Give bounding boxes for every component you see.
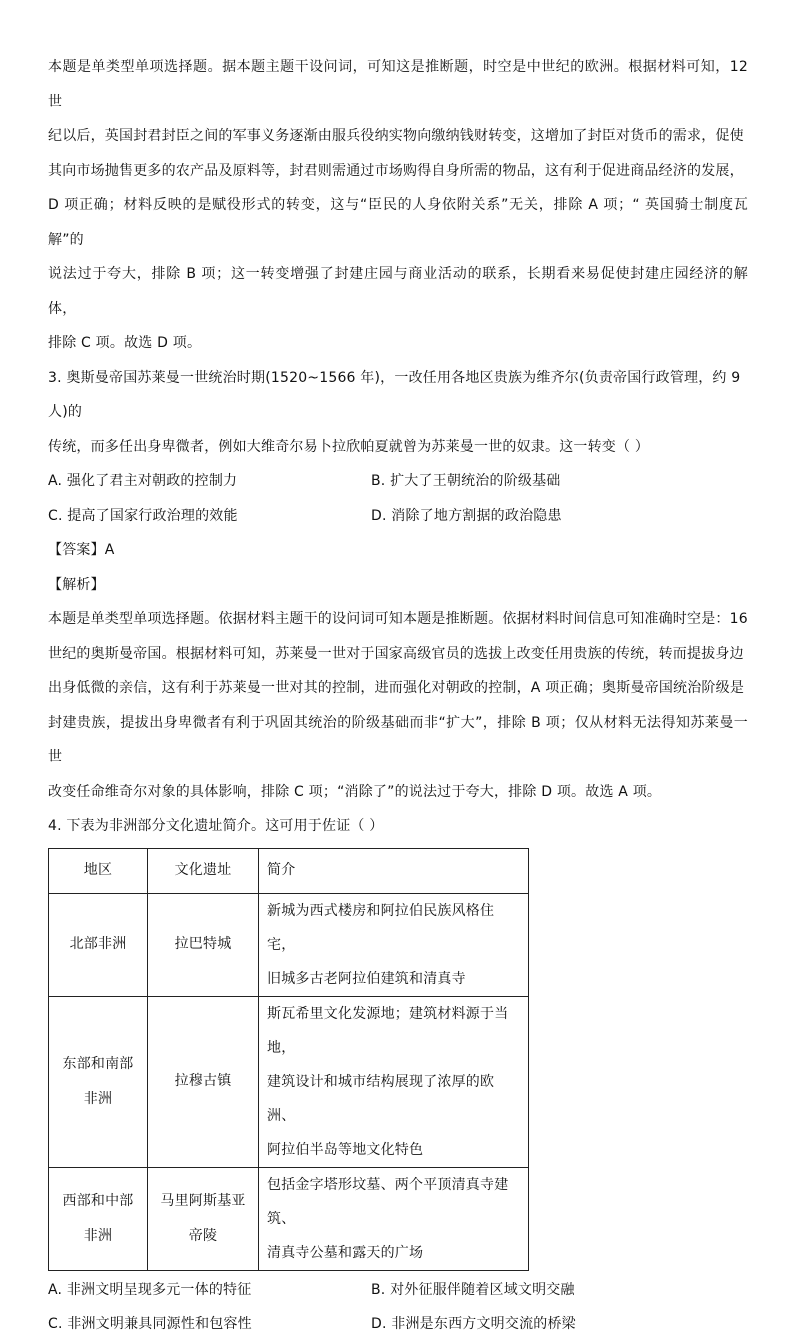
intro-text: 旧城多古老阿拉伯建筑和清真寺 [267,970,466,987]
options-row [48,464,748,499]
table-row [49,893,529,996]
option-d: D. 非洲是东西方文明交流的桥梁 [371,1316,576,1332]
analysis-line: 本题是单类型单项选择题。据本题主题干设问词，可知这是推断题，时空是中世纪的欧洲。根据材料可知，12 世 [48,59,748,110]
options-row [48,499,748,534]
region-cell [49,996,148,1167]
analysis-label: 【解析】 [48,576,105,593]
option-c: C. 非洲文明兼具同源性和包容性 [48,1316,252,1332]
intro-text: 新城为西式楼房和阿拉伯民族风格住宅， [267,902,495,953]
region-cell [49,1167,148,1270]
site-text: 马里阿斯基亚 [160,1193,246,1209]
intro-text: 包括金字塔形坟墓、两个平顶清真寺建筑、 [267,1176,509,1227]
site-text: 拉穆古镇 [174,1073,232,1090]
analysis-line: 说法过于夸大，排除 B 项；这一转变增强了封建庄园与商业活动的联系，长期看来易促使封建庄园经济的解体， [48,266,748,317]
question-3 [48,361,748,810]
intro-cell [259,893,529,996]
option-c: C. 提高了国家行政治理的效能 [48,507,238,524]
analysis-line: 出身低微的亲信，这有利于苏莱曼一世对其的控制，进而强化对朝政的控制，A 项正确；奥斯曼帝国统治阶级是 [48,680,745,696]
option-b: B. 扩大了王朝统治的阶级基础 [371,473,561,489]
table-row [49,996,529,1167]
intro-cell [259,1167,529,1270]
answer-label: 【答案】A [48,542,115,558]
document-page [48,50,748,1342]
analysis-line: 纪以后，英国封君封臣之间的军事义务逐渐由服兵役纳实物向缴纳钱财转变，这增加了封臣对货币的需求，促使 [48,128,744,144]
options-row [48,1273,748,1308]
site-text: 帝陵 [188,1227,218,1244]
question-4 [48,809,748,1342]
option-a: A. 强化了君主对朝政的控制力 [48,473,238,489]
q2-analysis [48,50,748,361]
option-d: D. 消除了地方割据的政治隐患 [371,507,562,524]
region-text: 东部和南部 [62,1056,134,1072]
intro-text: 建筑设计和城市结构展现了浓厚的欧洲、 [267,1073,495,1124]
table-row [49,1167,529,1270]
intro-cell [259,996,529,1167]
heritage-table [48,848,529,1271]
analysis-line: 其向市场抛售更多的农产品及原料等，封君则需通过市场购得自身所需的物品，这有利于促进商品经济的发展， [48,162,744,179]
region-text: 非洲 [83,1090,113,1107]
site-cell [148,1167,259,1270]
table-header-row [49,848,529,893]
analysis-line: 本题是单类型单项选择题。依据材料主题干的设问词可知本题是推断题。依据材料时间信息可知准确时空是：16 [48,611,748,627]
question-stem-line: 3. 奥斯曼帝国苏莱曼一世统治时期(1520~1566 年)，一改任用各地区贵族为维齐尔(负责帝国行政管理，约 9 人)的 [48,369,741,420]
question-stem: 4. 下表为非洲部分文化遗址简介。这可用于佐证（ ） [48,818,384,834]
column-header-region: 地区 [49,848,148,893]
analysis-line: 世纪的奥斯曼帝国。根据材料可知，苏莱曼一世对于国家高级官员的选拔上改变任用贵族的传统，转而提拔身边 [48,645,744,662]
analysis-line: 封建贵族，提拔出身卑微者有利于巩固其统治的阶级基础而非“扩大”，排除 B 项；仅从材料无法得知苏莱曼一世 [48,714,748,765]
region-text: 西部和中部 [62,1193,134,1209]
intro-text: 斯瓦希里文化发源地；建筑材料源于当地， [267,1005,509,1056]
analysis-line: 排除 C 项。故选 D 项。 [48,335,202,351]
column-header-intro: 简介 [259,848,529,893]
option-a: A. 非洲文明呈现多元一体的特征 [48,1281,252,1298]
site-cell [148,996,259,1167]
analysis-line: D 项正确；材料反映的是赋役形式的转变，这与“臣民的人身依附关系”无关，排除 A 项；“ 英国骑士制度瓦解”的 [48,197,748,248]
region-text: 非洲 [83,1227,113,1244]
intro-text: 清真寺公墓和露天的广场 [267,1244,424,1261]
analysis-line: 改变任命维奇尔对象的具体影响，排除 C 项；“消除了”的说法过于夸大，排除 D 项。故选 A 项。 [48,783,662,800]
site-text: 拉巴特城 [174,936,232,953]
question-stem-line: 传统，而多任出身卑微者，例如大维奇尔易卜拉欣帕夏就曾为苏莱曼一世的奴隶。这一转变（ ） [48,438,650,455]
column-header-site: 文化遗址 [148,848,259,893]
region-text: 北部非洲 [69,936,127,953]
options-row [48,1307,748,1342]
option-b: B. 对外征服伴随着区域文明交融 [371,1281,575,1298]
site-cell [148,893,259,996]
intro-text: 阿拉伯半岛等地文化特色 [267,1141,424,1158]
region-cell [49,893,148,996]
